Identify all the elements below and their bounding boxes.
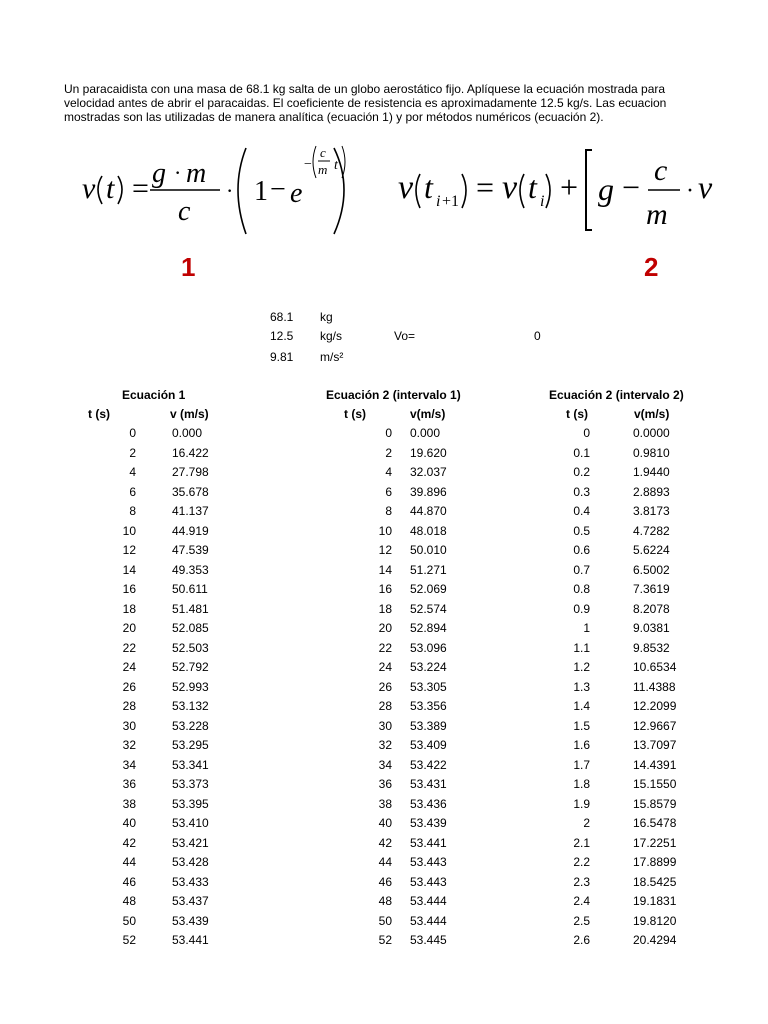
table-3-col-t-cell: 2.4: [573, 894, 590, 908]
table-3-col-v-cell: 19.1831: [633, 894, 677, 908]
table-3-col-t-cell: 0.5: [573, 523, 590, 538]
equation-1: [80, 140, 360, 240]
table-1-col-v-cell: 52.085: [172, 621, 209, 635]
table-1-col-t-cell: 22: [122, 640, 136, 655]
svg-text:m: m: [646, 198, 668, 231]
table-2-col-t-cell: 4: [385, 465, 392, 479]
svg-text:·: ·: [686, 178, 694, 204]
equation-1-number: 1: [181, 252, 196, 282]
table-1-col-t-cell: 2: [129, 445, 136, 460]
equation-2: [396, 140, 768, 240]
mass-value: 68.1: [270, 310, 294, 324]
table-1-col-v-cell: 52.993: [172, 679, 209, 694]
table-1-col-v-cell: 52.792: [172, 660, 209, 674]
table-1-col-v-cell: 41.137: [172, 504, 209, 518]
svg-text:1: 1: [254, 176, 268, 207]
table-1-col-v: [172, 424, 232, 951]
intro-line-3: mostradas son las utilizadas de manera analítica (ecuación 1) y por métodos numéricos (ecuación 2).: [64, 110, 604, 124]
table-2-col-t-cell: 22: [378, 640, 392, 655]
svg-text:e: e: [290, 178, 303, 209]
table-3-col-v-cell: 0.0000: [633, 426, 670, 440]
table-1-col-t-cell: 28: [122, 699, 136, 713]
table-1-col-t-cell: 18: [122, 601, 136, 616]
table-1-col-t-cell: 14: [122, 562, 136, 577]
table-1-col-t-cell: 46: [122, 874, 136, 889]
grav-value: 9.81: [270, 350, 294, 364]
table-3-col-t-cell: 1.4: [573, 699, 590, 713]
table-2-col-t-cell: 50: [378, 913, 392, 928]
table-1-col-v-cell: 44.919: [172, 523, 209, 538]
table-3-col-t-cell: 1.6: [573, 738, 590, 752]
table-3-col-t-cell: 1.7: [573, 757, 590, 772]
table-1-col-v-cell: 53.437: [172, 894, 209, 908]
table-3-col-v-cell: 12.9667: [633, 718, 677, 733]
equation-2-number: 2: [644, 252, 659, 282]
table-3-col-t-cell: 1.3: [573, 679, 590, 694]
svg-text:i: i: [436, 193, 441, 210]
table-1-col-t-cell: 34: [122, 757, 136, 772]
svg-text:−: −: [622, 169, 641, 205]
table-3-col-t-cell: 0.1: [573, 445, 590, 460]
table-2-col-t-cell: 26: [378, 679, 392, 694]
table-3-col-t-cell: 2.1: [573, 835, 590, 850]
table-1-col-v-cell: 53.410: [172, 816, 209, 830]
svg-text:c: c: [178, 196, 191, 227]
table-3-col-v-cell: 4.7282: [633, 523, 670, 538]
table-3-col-v-cell: 12.2099: [633, 699, 677, 713]
table-2-col-v-cell: 48.018: [410, 523, 447, 538]
svg-text:c: c: [320, 145, 326, 160]
table-3-col-v-cell: 16.5478: [633, 816, 677, 830]
table-2-col-v-cell: 53.224: [410, 660, 447, 674]
table-1-col-t-cell: 20: [122, 621, 136, 635]
svg-text:+1: +1: [442, 193, 460, 210]
table-2-col-v-cell: 53.444: [410, 894, 447, 908]
table-1-col-v-cell: 53.341: [172, 757, 209, 772]
table-3-col-v-cell: 13.7097: [633, 738, 677, 752]
table-3-col-t-cell: 1.1: [573, 640, 590, 655]
svg-text:v: v: [398, 169, 414, 206]
table-3-col-t-cell: 0.8: [573, 582, 590, 596]
table-1-col-v-cell: 35.678: [172, 484, 209, 499]
table-1-col-t-cell: 0: [129, 426, 136, 440]
table-2-col-v-cell: 44.870: [410, 504, 447, 518]
table-1-col-t-cell: 38: [122, 796, 136, 811]
table-3-col-v-cell: 5.6224: [633, 543, 670, 557]
svg-text:v: v: [698, 169, 713, 205]
mass-unit: kg: [320, 310, 333, 324]
table-2-col-v-cell: 52.894: [410, 621, 447, 635]
table-3-col-v-cell: 17.2251: [633, 835, 677, 850]
table-1-col-t-cell: 4: [129, 465, 136, 479]
table-3-col-t-cell: 2.5: [573, 913, 590, 928]
table-3-col-t-cell: 0.4: [573, 504, 590, 518]
table-2-col-t-cell: 48: [378, 894, 392, 908]
table-2-col-v-cell: 51.271: [410, 562, 447, 577]
svg-text:c: c: [654, 154, 668, 187]
svg-text:−: −: [270, 174, 286, 205]
table-2-col-v-cell: 52.574: [410, 601, 447, 616]
table-2-col-v-cell: 50.010: [410, 543, 447, 557]
svg-text:t: t: [424, 169, 433, 205]
table-2-col-t-cell: 14: [378, 562, 392, 577]
table-1-col-v-cell: 53.228: [172, 718, 209, 733]
table-1-col-v-cell: 53.295: [172, 738, 209, 752]
table-3-col-v-cell: 15.1550: [633, 777, 677, 791]
table-3-col-t-cell: 1.5: [573, 718, 590, 733]
table-2-col-t-cell: 40: [378, 816, 392, 830]
table-1-col-t-cell: 32: [122, 738, 136, 752]
table-1-col-v-cell: 0.000: [172, 426, 203, 440]
table-1-header-t: t (s): [88, 407, 110, 421]
table-1-col-t-cell: 8: [129, 504, 136, 518]
table-3-header-v: v(m/s): [634, 407, 670, 421]
table-2-col-v-cell: 0.000: [410, 426, 441, 440]
table-2-col-t-cell: 46: [378, 874, 392, 889]
coef-unit: kg/s: [320, 329, 343, 343]
table-2-col-v-cell: 53.389: [410, 718, 447, 733]
table-3-col-t: [550, 424, 590, 951]
table-2-col-v-cell: 53.441: [410, 835, 447, 850]
table-2-col-v-cell: 53.445: [410, 933, 447, 947]
svg-text:t: t: [106, 172, 115, 205]
table-3-col-t-cell: 0.7: [573, 562, 590, 577]
svg-text:t: t: [334, 158, 338, 173]
table-2-col-t: [356, 424, 392, 951]
table-1-col-t-cell: 24: [122, 660, 136, 674]
table-1-col-t-cell: 52: [122, 933, 136, 947]
table-1-col-v-cell: 51.481: [172, 601, 209, 616]
svg-text:t: t: [528, 169, 537, 205]
table-2-header-v: v(m/s): [410, 407, 446, 421]
table-2-col-v-cell: 53.431: [410, 777, 447, 791]
table-2-col-t-cell: 12: [378, 543, 392, 557]
table-1-col-t-cell: 50: [122, 913, 136, 928]
table-1-col-t-cell: 30: [122, 718, 136, 733]
table-3-col-t-cell: 1.8: [573, 777, 590, 791]
table-1-col-v-cell: 53.395: [172, 796, 209, 811]
intro-paragraph: [64, 82, 768, 124]
table-1-col-t-cell: 6: [129, 484, 136, 499]
table-1-col-t-cell: 26: [122, 679, 136, 694]
svg-text:v: v: [502, 169, 518, 206]
table-3-col-t-cell: 0: [583, 426, 590, 440]
table-2-col-t-cell: 34: [378, 757, 392, 772]
table-3-col-v-cell: 17.8899: [633, 855, 677, 869]
table-3-col-t-cell: 0.6: [573, 543, 590, 557]
table-3-col-t-cell: 2.3: [573, 874, 590, 889]
svg-text:m: m: [186, 158, 207, 189]
table-3-col-v-cell: 11.4388: [633, 679, 676, 694]
equation-2-formula: [396, 140, 768, 240]
table-2-col-t-cell: 0: [385, 426, 392, 440]
equation-1-formula: [80, 140, 360, 240]
table-1-col-v-cell: 53.132: [172, 699, 209, 713]
svg-text:+: +: [560, 169, 579, 205]
table-2-col-v-cell: 53.422: [410, 757, 447, 772]
table-2-col-t-cell: 10: [378, 523, 392, 538]
table-2-col-v-cell: 19.620: [410, 445, 447, 460]
table-2-col-v-cell: 53.439: [410, 816, 447, 830]
table-3-col-v-cell: 3.8173: [633, 504, 670, 518]
table-3-col-v-cell: 7.3619: [633, 582, 670, 596]
svg-text:−: −: [304, 157, 312, 172]
table-3-col-v-cell: 6.5002: [633, 562, 670, 577]
table-1-col-v-cell: 53.428: [172, 855, 209, 869]
table-1-col-v-cell: 50.611: [172, 582, 208, 596]
table-3-col-t-cell: 2.6: [573, 933, 590, 947]
table-2-col-t-cell: 30: [378, 718, 392, 733]
table-3-col-v-cell: 1.9440: [633, 465, 670, 479]
table-3-header-t: t (s): [566, 407, 588, 421]
table-2-title: Ecuación 2 (intervalo 1): [326, 388, 461, 402]
coef-value: 12.5: [270, 329, 294, 343]
grav-unit: m/s²: [320, 350, 344, 364]
table-2-col-v-cell: 53.436: [410, 796, 447, 811]
table-1-col-v-cell: 52.503: [172, 640, 209, 655]
table-2-col-t-cell: 24: [378, 660, 392, 674]
table-2-col-t-cell: 38: [378, 796, 392, 811]
svg-text:m: m: [318, 162, 328, 177]
svg-text:=: =: [132, 172, 149, 205]
table-1-col-v-cell: 49.353: [172, 562, 209, 577]
svg-text:·: ·: [226, 178, 234, 203]
table-1-col-t-cell: 40: [122, 816, 136, 830]
table-2-col-t-cell: 32: [378, 738, 392, 752]
table-3-col-v-cell: 18.5425: [633, 874, 677, 889]
table-3-col-v: [633, 424, 703, 951]
table-2-col-t-cell: 2: [385, 445, 392, 460]
table-3-col-v-cell: 0.9810: [633, 445, 670, 460]
table-3-col-t-cell: 1.2: [573, 660, 590, 674]
svg-text:=: =: [476, 169, 495, 205]
table-2-col-t-cell: 44: [378, 855, 392, 869]
table-2-header-t: t (s): [344, 407, 366, 421]
table-2-col-t-cell: 8: [385, 504, 392, 518]
table-1-col-t: [100, 424, 136, 951]
table-2-col-t-cell: 18: [378, 601, 392, 616]
table-1-header-v: v (m/s): [170, 407, 209, 421]
table-2-col-v-cell: 53.444: [410, 913, 447, 928]
table-2-col-t-cell: 42: [378, 835, 392, 850]
table-1-col-v-cell: 16.422: [172, 445, 209, 460]
table-3-col-t-cell: 0.2: [573, 465, 590, 479]
svg-text:g: g: [152, 158, 166, 189]
table-2-col-t-cell: 52: [378, 933, 392, 947]
table-1-col-t-cell: 36: [122, 777, 136, 791]
table-1-col-v-cell: 53.373: [172, 777, 209, 791]
table-3-col-t-cell: 0.3: [573, 484, 590, 499]
table-1-col-v-cell: 53.441: [172, 933, 209, 947]
table-1-col-t-cell: 10: [122, 523, 136, 538]
vo-label: Vo=: [394, 329, 416, 343]
table-1-col-t-cell: 42: [122, 835, 136, 850]
table-3-col-v-cell: 15.8579: [633, 796, 677, 811]
table-1-col-v-cell: 27.798: [172, 465, 209, 479]
table-3-col-t-cell: 2.2: [573, 855, 590, 869]
table-2-col-t-cell: 36: [378, 777, 392, 791]
svg-text:v: v: [82, 172, 96, 205]
table-1-col-t-cell: 16: [122, 582, 136, 596]
table-2-col-v: [410, 424, 470, 951]
table-2-col-v-cell: 52.069: [410, 582, 447, 596]
table-3-col-v-cell: 10.6534: [633, 660, 677, 674]
table-1-col-v-cell: 53.439: [172, 913, 209, 928]
table-3-col-t-cell: 1: [583, 621, 590, 635]
table-2-col-t-cell: 20: [378, 621, 392, 635]
table-2-col-v-cell: 53.409: [410, 738, 447, 752]
svg-text:i: i: [540, 193, 545, 210]
table-3-title: Ecuación 2 (intervalo 2): [549, 388, 684, 402]
table-3-col-t-cell: 1.9: [573, 796, 590, 811]
svg-text:·: ·: [174, 160, 182, 185]
table-2-col-t-cell: 6: [385, 484, 392, 499]
table-2-col-v-cell: 53.443: [410, 855, 447, 869]
table-1-col-v-cell: 53.421: [172, 835, 209, 850]
table-1-col-v-cell: 53.433: [172, 874, 209, 889]
table-1-title: Ecuación 1: [122, 388, 186, 402]
intro-line-1: Un paracaidista con una masa de 68.1 kg salta de un globo aerostático fijo. Aplíquese la ecuación mostrada para: [64, 82, 666, 96]
table-3-col-v-cell: 14.4391: [633, 757, 677, 772]
table-3-col-v-cell: 9.0381: [633, 621, 670, 635]
vo-value: 0: [534, 329, 541, 343]
table-3-col-v-cell: 19.8120: [633, 913, 677, 928]
intro-line-2: velocidad antes de abrir el paracaidas. El coeficiente de resistencia es aproximadamente 12.5 kg/s. Las ecuacion: [64, 96, 667, 110]
table-1-col-t-cell: 44: [122, 855, 136, 869]
table-3-col-v-cell: 9.8532: [633, 640, 670, 655]
table-3-col-t-cell: 2: [583, 816, 590, 830]
svg-text:g: g: [598, 171, 614, 207]
table-1-col-t-cell: 12: [122, 543, 136, 557]
table-2-col-t-cell: 16: [378, 582, 392, 596]
table-2-col-v-cell: 53.356: [410, 699, 447, 713]
table-3-col-t-cell: 0.9: [573, 601, 590, 616]
table-3-col-v-cell: 8.2078: [633, 601, 670, 616]
table-1-col-t-cell: 48: [122, 894, 136, 908]
table-2-col-v-cell: 53.443: [410, 874, 447, 889]
table-3-col-v-cell: 20.4294: [633, 933, 677, 947]
table-1-col-v-cell: 47.539: [172, 543, 209, 557]
table-2-col-v-cell: 53.096: [410, 640, 447, 655]
table-2-col-v-cell: 32.037: [410, 465, 447, 479]
table-3-col-v-cell: 2.8893: [633, 484, 670, 499]
table-2-col-v-cell: 53.305: [410, 679, 447, 694]
table-2-col-v-cell: 39.896: [410, 484, 447, 499]
table-2-col-t-cell: 28: [378, 699, 392, 713]
